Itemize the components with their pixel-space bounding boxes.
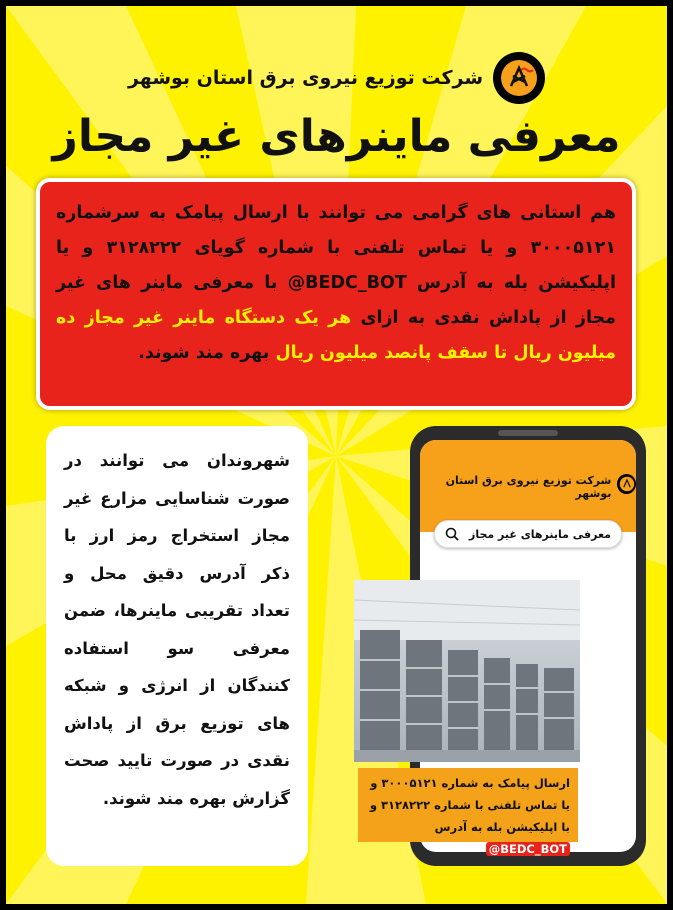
contact-line-2: یا تماس تلفنی با شماره ۳۱۲۸۲۲۲ و — [369, 798, 570, 812]
bot-address: @BEDC_BOT — [486, 842, 570, 856]
contact-line-1: ارسال پیامک به شماره ۳۰۰۰۵۱۲۱ و — [370, 776, 570, 790]
phone-notch — [498, 430, 558, 436]
citizen-info-text: شهروندان می توانند در صورت شناسایی مزارع غیر مجاز استخراج رمز ارز با ذکر آدرس دقیق محل و تعداد تقریبی ماینرها، ضمن معرفی سو استفاده کنندگان از انرژی و شبکه های توزیع برق از پاداش نقدی در صورت تایید صحت گزارش بهره مند شوند. — [64, 451, 290, 808]
company-logo-icon — [493, 52, 545, 104]
contact-box — [358, 768, 578, 856]
search-text: معرفی ماینرهای غیر مجاز — [469, 527, 611, 541]
reward-highlight: هر یک دستگاه ماینر غیر مجاز ده میلیون ریال تا سقف پانصد میلیون ریال — [56, 308, 616, 363]
page-title: معرفی ماینرهای غیر مجاز — [52, 111, 621, 162]
header — [6, 50, 667, 106]
poster — [6, 6, 667, 904]
mining-farm-photo — [354, 580, 580, 762]
search-icon — [445, 527, 459, 541]
app-header — [420, 440, 636, 532]
app-company-name: شرکت توزیع نیروی برق استان بوشهر — [445, 474, 612, 500]
announcement-box — [36, 178, 636, 410]
announcement-text: هم استانی های گرامی می توانند با ارسال پیامک به سرشماره ۳۰۰۰۵۱۲۱ و یا تماس تلفنی با شماره گویای ۳۱۲۸۲۲۲ و یا اپلیکیشن بله به آدرس @BEDC_BOT با معرفی ماینر های غیر مجاز از پاداش نقدی به ازای هر یک دستگاه ماینر غیر مجاز ده میلیون ریال تا سقف پانصد میلیون ریال بهره مند شوند. — [56, 203, 616, 363]
contact-line-3: با اپلیکیشن بله به آدرس @BEDC_BOT — [434, 820, 570, 856]
company-logo-icon — [617, 474, 636, 494]
search-bar[interactable] — [434, 520, 622, 548]
company-name: شرکت توزیع نیروی برق استان بوشهر — [127, 67, 484, 89]
citizen-info-box — [46, 426, 308, 866]
